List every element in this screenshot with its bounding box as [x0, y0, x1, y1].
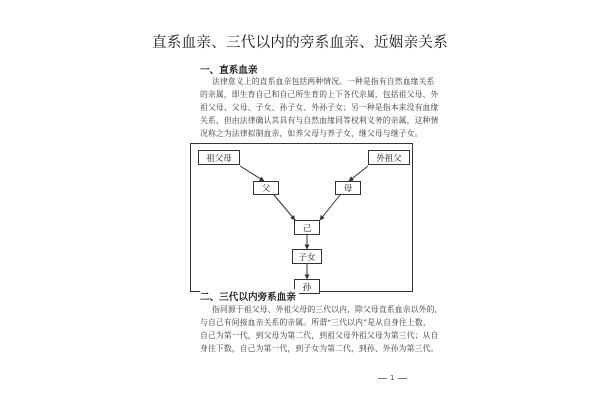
paragraph-line: 身往下数，自己为第一代，到子女为第二代，到孙、外孙为第三代。 [200, 344, 439, 353]
page-number: 1 [390, 374, 395, 382]
node-grandparents: 祖父母 [198, 150, 240, 165]
node-maternal-grandfather: 外祖父 [368, 150, 410, 165]
paragraph-line: 指同源于祖父母、外祖父母的三代以内，除父母直系血亲以外的， [212, 305, 443, 314]
document-title: 直系血亲、三代以内的旁系血亲、近姻亲关系 [152, 35, 448, 51]
node-mother: 母 [335, 181, 361, 195]
page-number-dash-left [378, 378, 387, 379]
paragraph-line: 况称之为法律拟制血亲，如养父母与养子女，继父母与继子女。 [200, 129, 423, 138]
page-number-dash-right [398, 378, 407, 379]
node-children: 子女 [292, 249, 322, 264]
paragraph-line: 法律意义上的直系血亲包括两种情况。一种是指有自然血缘关系 [212, 77, 435, 86]
paragraph-line: 自己为第一代，到父母为第二代，到祖父母外祖父母为第三代；从自 [200, 331, 439, 340]
kinship-diagram-frame [190, 143, 413, 292]
paragraph-line: 与自己有间接血亲关系的亲属。所谓“三代以内”是从自身往上数， [200, 318, 431, 327]
paragraph-line: 的亲属，即生育自己和自己所生育的上下各代亲属，包括祖父母、外 [200, 90, 439, 99]
node-grandchild: 孙 [294, 279, 320, 294]
section-heading-direct-kin: 一、直系血亲 [200, 65, 258, 76]
node-father: 父 [253, 181, 279, 195]
node-self: 己 [294, 220, 320, 235]
section-heading-collateral-kin: 二、三代以内旁系血亲 [200, 289, 299, 303]
paragraph-line: 关系，但由法律确认其具有与自然血缘同等权利义务的亲属，这种情 [200, 116, 439, 125]
paragraph-line: 祖父母、父母、子女、孙子女、外孙子女；另一种是指本来没有血缘 [200, 103, 439, 112]
